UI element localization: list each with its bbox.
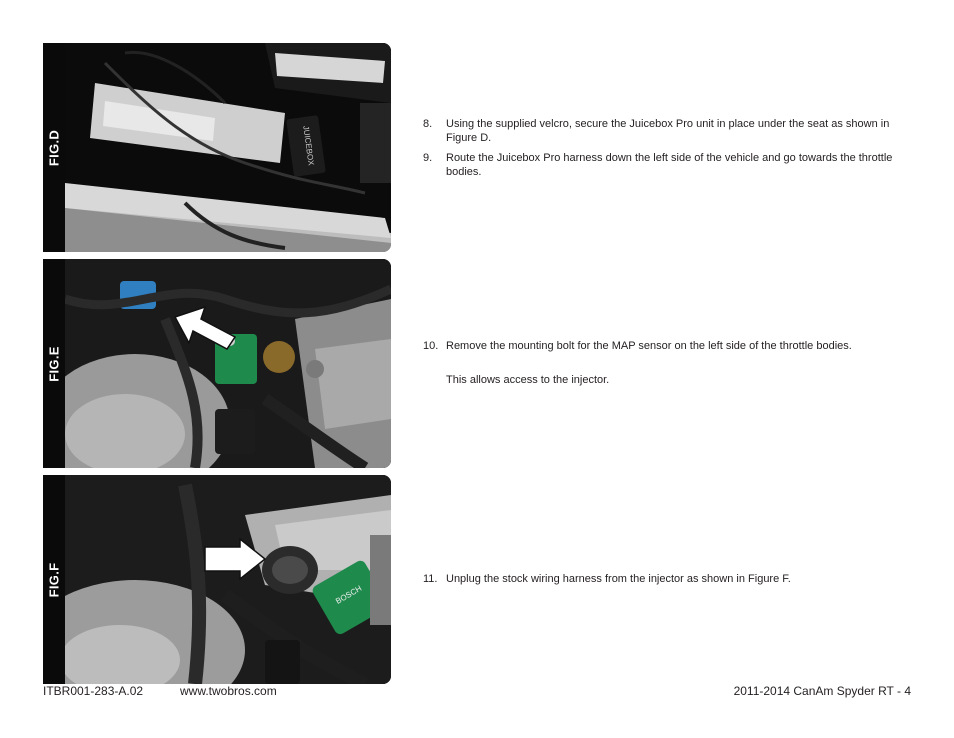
figure-label-bar: [43, 43, 65, 252]
step-8: [423, 117, 913, 145]
figure-label-bar: [43, 475, 65, 684]
step-11: [423, 572, 913, 586]
step-number: 9.: [423, 152, 433, 164]
figure-f: [43, 475, 391, 684]
step-text: Route the Juicebox Pro harness down the left side of the vehicle and go towards the throttle bodies.: [446, 152, 893, 178]
juicebox-unit-text: JUICEBOX: [301, 125, 316, 167]
footer-website: www.twobros.com: [180, 684, 277, 698]
figure-f-label: FIG.F: [46, 562, 62, 597]
footer-doc-code: ITBR001-283-A.02: [43, 684, 144, 698]
figure-d-label: FIG.D: [46, 129, 62, 166]
figure-label-bar: [43, 259, 65, 468]
figure-d-photo: [65, 43, 391, 252]
figure-e-photo: [65, 259, 391, 468]
step-text: Using the supplied velcro, secure the Juicebox Pro unit in place under the seat as shown in Figure D.: [446, 118, 890, 144]
step-number: 11.: [423, 573, 438, 585]
step-10-note: This allows access to the injector.: [446, 374, 610, 386]
step-10: [423, 339, 913, 353]
figure-f-photo: [65, 475, 391, 684]
step-text: Remove the mounting bolt for the MAP sensor on the left side of the throttle bodies.: [446, 340, 852, 352]
footer-page-title: 2011-2014 CanAm Spyder RT - 4: [733, 684, 911, 698]
step-text: Unplug the stock wiring harness from the injector as shown in Figure F.: [446, 573, 791, 585]
step-9: [423, 151, 913, 179]
figure-e: [43, 259, 391, 468]
step-number: 10.: [423, 340, 439, 352]
figure-e-label: FIG.E: [46, 345, 62, 382]
figure-d: [43, 43, 391, 252]
step-number: 8.: [423, 118, 433, 130]
sensor-brand-text: BOSCH: [334, 583, 364, 606]
